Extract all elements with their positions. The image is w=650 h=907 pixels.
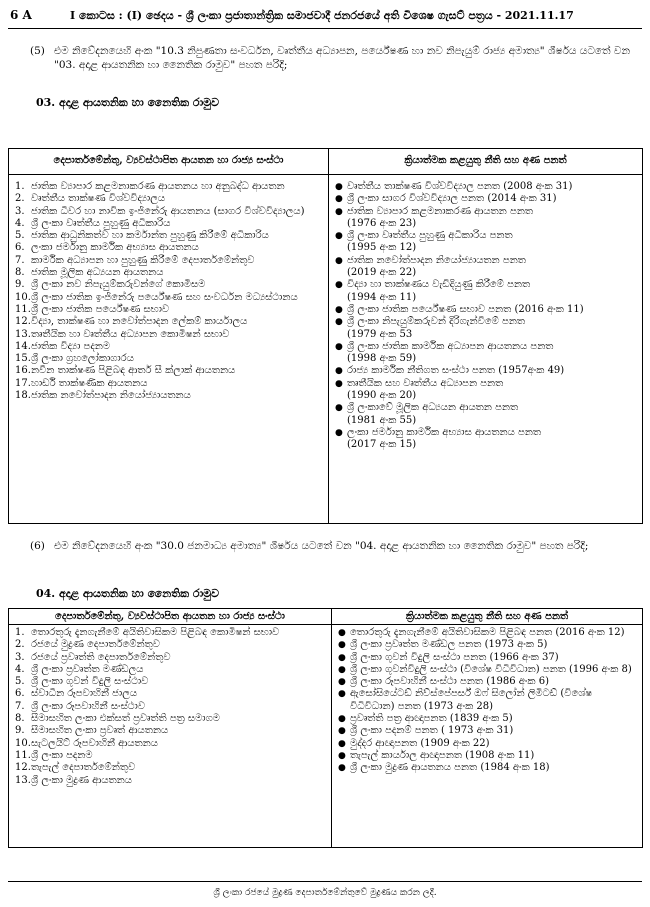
item-number: 4. [15, 217, 25, 229]
item-number: 11. [15, 303, 31, 315]
item-number: 14. [15, 340, 31, 352]
list-item [11, 639, 327, 651]
list-item [334, 664, 638, 676]
list-item [11, 242, 324, 254]
item-number: 6. [15, 242, 25, 254]
bullet-icon: ● [338, 640, 346, 651]
act-title: ශ්‍රී ලංකා පදනම් පනත ( 1973 අංක 31) [350, 725, 514, 737]
list-item [331, 193, 638, 205]
item-number: 9. [15, 279, 25, 291]
list-item [11, 279, 324, 291]
item-number: 9. [15, 725, 25, 737]
list-item [331, 378, 638, 403]
list-item [11, 378, 324, 390]
item-text: ජාතික ආධුනිකත්ව හා කර්මාන්ත පුහුණු කිරීමේ අධිකාරිය [31, 230, 269, 242]
item-number: 5. [15, 676, 25, 688]
list-item [334, 688, 638, 713]
act-number: (1976 අංක 23) [347, 217, 417, 229]
item-number: 15. [15, 353, 31, 365]
item-text: ශ්‍රී ලංකා නව නිපැයුම්කරුවන්ගේ කොමිසම [31, 279, 206, 291]
list-item [11, 365, 324, 377]
item-number: 1. [15, 181, 25, 192]
item-text: ශ්‍රී ලංකා පදනම [31, 749, 93, 761]
header-rule [8, 28, 642, 29]
item-number: 3. [15, 651, 25, 663]
item-text: ජාතික මූලික අධ්‍යයන ආයතනය [31, 267, 164, 279]
item-text: ජාතික විද්‍යා පදනම [31, 340, 111, 352]
item-text: ශ්‍රී ලංකා ගුවන් විදුලි සංස්ථාව [31, 676, 149, 688]
section-2-institutions-cell [9, 625, 332, 848]
act-title: ශ්‍රී ලංකාවේ මූලික අධ්‍යයන ආයතන පනත [347, 402, 519, 414]
item-number: 13. [15, 774, 31, 786]
list-item [334, 725, 638, 737]
list-item [334, 713, 638, 725]
bullet-icon: ● [338, 714, 346, 725]
printer-footer: ශ්‍රී ලංකා රජයේ මුද්‍රණ දෙපාර්තමේන්තුවේ මුද්‍රණය කරන ලදී. [213, 888, 437, 898]
act-title: ජාතික ව්‍යාපාර කළමනාකරණ ආයතන පනත [347, 205, 533, 217]
section-1-table [8, 148, 643, 524]
paragraph-6-text: එම නිවේදනයෙහි අංක "30.0 ජනමාධ්‍ය අමාත්‍ය" ශීර්ෂය යටතේ වන "04. අදාළ ආයතනික හා නෛතික රාමුව" පහත පරිදි; [54, 540, 589, 552]
item-text: ශ්‍රී ලංකා ජාතික ඉංජිනේරු පර්යේෂණ සහ සංවර්ධන මධ්‍යස්ථානය [31, 291, 298, 303]
section-2-heading: 04. අදාළ ආයතනික හා නෛතික රාමුව [36, 587, 220, 600]
item-number: 2. [15, 193, 25, 205]
bullet-icon: ● [335, 194, 343, 205]
act-title: ශ්‍රී ලංකා ගුවන් විදුලි සංස්ථා පනත (1966 අංක 37) [350, 651, 559, 663]
section-1-col2-header: ක්‍රියාත්මක කළයුතු නීති සහ අණ පනත් [329, 149, 643, 175]
item-text: ශ්‍රී ලංකා වෘත්තීය පුහුණු අධිකාරිය [31, 217, 171, 229]
section-2-acts-cell [332, 625, 643, 848]
item-text: තොරතුරු දැනගැනීමේ අයිතිවාසිකම පිළිබඳ කොමිෂන් සභාව [31, 627, 280, 638]
bullet-icon: ● [335, 231, 343, 242]
act-number: (1995 අංක 12) [347, 242, 417, 254]
act-title: විද්‍යා හා තාක්ෂණය වැඩිදියුණු කිරීමේ පනත [347, 279, 531, 291]
act-number: (1998 අංක 59) [347, 353, 417, 365]
item-number: 11. [15, 749, 31, 761]
item-text: ශ්‍රී ලංකා මුද්‍රණ ආයතනය [31, 774, 132, 786]
item-number: 7. [15, 700, 25, 712]
item-text: ජාතික ධීවර හා නාවික ඉංජිනේරු ආයතනය (සාගර විශ්වවිද්‍යාලය) [31, 205, 305, 217]
act-title: තොරතුරු දැනගැනීමේ අයිතිවාසිකම පිළිබඳ පනත (2016 අංක 12) [350, 627, 625, 638]
item-text: තෘතීයික හා වෘත්තීය අධ්‍යාපන කොමිෂන් සභාව [31, 328, 230, 340]
item-number: 18. [15, 390, 31, 402]
list-item [334, 676, 638, 688]
item-text: හාර්ඩි තාක්ෂණික ආයතනය [31, 377, 148, 389]
list-item [11, 329, 324, 341]
act-title: ශ්‍රී ලංකා ගුවන්විදුලි සංස්ථා (විශේෂ විධිවිධාන) පනත (1996 අංක 8) [350, 663, 632, 675]
item-text: ශ්‍රී ලංකා ජාතික පර්යේෂණ සභාව [31, 303, 170, 315]
bullet-icon: ● [338, 628, 346, 638]
item-text: ස්වාධීන රූපවාහිනී ජාලය [31, 688, 138, 700]
list-item [11, 267, 324, 279]
list-item [11, 230, 324, 242]
section-1-institution-list [11, 181, 324, 402]
section-2-table [8, 608, 643, 848]
footer-rule [8, 881, 642, 882]
act-number: (2019 අංක 22) [347, 267, 417, 279]
list-item [11, 762, 327, 774]
item-text: රජයේ ප්‍රවෘත්ති දෙපාර්තමේන්තුව [31, 651, 171, 663]
list-item [11, 713, 327, 725]
act-title: රාජ්‍ය කාර්මික නීතිගත සංස්ථා පනත (1957අංක 49) [347, 365, 565, 377]
bullet-icon: ● [335, 182, 343, 192]
item-number: 7. [15, 254, 25, 266]
list-item [331, 279, 638, 304]
bullet-icon: ● [338, 689, 346, 700]
list-item [331, 316, 638, 341]
list-item [11, 181, 324, 193]
item-number: 17. [15, 377, 31, 389]
section-2-act-list [334, 627, 638, 775]
item-number: 16. [15, 365, 31, 377]
act-title: ශ්‍රී ලංකා සාගර විශ්වවිද්‍යාල පනත (2014 අංක 31) [347, 193, 557, 205]
bullet-icon: ● [338, 664, 346, 675]
section-1-act-list [331, 181, 638, 452]
list-item [11, 725, 327, 737]
list-item [331, 255, 638, 280]
item-text: සැටලයිට් රූපවාහිනී ආයතනය [31, 737, 158, 749]
item-text: විද්‍යා, තාක්ෂණ හා නවෝත්පාදන ලේකම් කාර්යාලය [31, 316, 248, 328]
list-item [11, 341, 324, 353]
paragraph-5-text: එම නිවේදනයෙහි අංක "10.3 නිපුණතා සංවර්ධන, වෘත්තීය අධ්‍යාපන, පර්යේෂණ හා නව නිපැයුම් රාජ්‍ය අමාත්‍ය" ශීර්ෂය යටතේ වන "03. අදාළ ආයතනික හා නෛතික රාමුව" පහත පරිදි; [54, 45, 630, 71]
list-item [334, 750, 638, 762]
paragraph-6-marker: (6) [30, 540, 45, 552]
item-text: වෘත්තීය තාක්ෂණ විශ්වවිද්‍යාලය [31, 193, 166, 205]
list-item [334, 639, 638, 651]
section-2-col2-header: ක්‍රියාත්මක කළයුතු නීති සහ අණ පනත් [332, 609, 643, 625]
gazette-title: I කොටස : (I) ඡෙදය - ශ්‍රී ලංකා ප්‍රජාතාන්ත්‍රික සමාජවාදී ජනරජයේ අති විශෙෂ ගැසට් පත්‍රය - 2021.11.17 [70, 9, 574, 22]
list-item [11, 664, 327, 676]
act-title: ශ්‍රී ලංකා නිපැයුම්කරුවන් දිරිගැන්වීමේ පනත [347, 316, 526, 328]
bullet-icon: ● [335, 280, 343, 291]
list-item [331, 427, 638, 452]
item-number: 3. [15, 205, 25, 217]
act-title: ශ්‍රී ලංකා වෘත්තීය පුහුණු අධිකාරිය පනත [347, 230, 513, 242]
item-number: 13. [15, 328, 31, 340]
act-number: (1994 අංක 11) [347, 291, 417, 303]
list-item [331, 206, 638, 231]
act-title: තැපැල් කාර්යාල ආඥාපනත (1908 අංක 11) [350, 749, 535, 761]
list-item [331, 365, 638, 377]
act-title: තෘතීයික සහ වෘත්තීය අධ්‍යාපන පනත [347, 377, 504, 389]
act-title: ශ්‍රී ලංකා ප්‍රවෘත්ත මණ්ඩල පනත (1973 අංක 5) [350, 639, 548, 651]
section-2-institution-list [11, 627, 327, 787]
list-item [11, 688, 327, 700]
paragraph-5 [30, 44, 634, 72]
section-1-acts-cell [329, 175, 643, 524]
item-number: 12. [15, 316, 31, 328]
bullet-icon: ● [335, 317, 343, 328]
bullet-icon: ● [335, 206, 343, 217]
act-title: මුද්දර ආඥාපනත (1909 අංක 22) [350, 737, 490, 749]
section-1-heading: 03. අදාළ ආයතනික හා නෛතික රාමුව [36, 96, 220, 109]
act-title: ඇසෝසියේටඩ් නිව්ස්පේපර්ස් ඔෆ් සිලෝන් ලිමිටඩ් (විශේෂ විධිවිධාන) පනත (1973 අංක 28) [350, 688, 593, 712]
section-1-col1-header: දෙපාර්තමේන්තු, ව්‍යවස්ථාපිත ආයතන හා රාජ්‍ය සංස්ථා [9, 149, 329, 175]
item-number: 1. [15, 627, 25, 638]
bullet-icon: ● [335, 304, 343, 315]
bullet-icon: ● [335, 403, 343, 414]
list-item [11, 255, 324, 267]
item-number: 10. [15, 737, 31, 749]
page-header [8, 6, 642, 26]
list-item [11, 206, 324, 218]
item-number: 12. [15, 762, 31, 774]
item-number: 8. [15, 713, 25, 725]
act-number: (1990 අංක 20) [347, 390, 417, 402]
bullet-icon: ● [338, 750, 346, 761]
section-2-col1-header: දෙපාර්තමේන්තු, ව්‍යවස්ථාපිත ආයතන හා රාජ්‍ය සංස්ථා [9, 609, 332, 625]
list-item [11, 353, 324, 365]
item-text: ජාතික ව්‍යාපාර කළමනාකරණ ආයතනය හා අනුබද්ධ ආයතන [31, 181, 285, 192]
act-title: ශ්‍රී ලංකා රූපවාහිනී සංස්ථා පනත (1986 අංක 6) [350, 676, 549, 688]
list-item [331, 230, 638, 255]
item-text: රජයේ මුද්‍රණ දෙපාර්තමේන්තුව [31, 639, 160, 651]
item-number: 10. [15, 291, 31, 303]
bullet-icon: ● [338, 726, 346, 737]
list-item [11, 292, 324, 304]
list-item [334, 762, 638, 774]
list-item [11, 775, 327, 787]
bullet-icon: ● [335, 427, 343, 438]
bullet-icon: ● [338, 738, 346, 749]
item-number: 5. [15, 230, 25, 242]
bullet-icon: ● [338, 763, 346, 774]
list-item [334, 627, 638, 639]
act-title: ලංකා ජර්මානු කාර්මික අභ්‍යාස ආයතනය පනත [347, 426, 541, 438]
act-title: ජාතික නවෝත්පාදන නියෝජ්‍යායතන පනත [347, 254, 526, 266]
bullet-icon: ● [335, 366, 343, 377]
list-item [331, 341, 638, 366]
paragraph-6 [30, 539, 634, 553]
bullet-icon: ● [335, 341, 343, 352]
item-text: කාර්මික අධ්‍යාපන හා පුහුණු කිරීමේ දෙපාර්තමේන්තුව [31, 254, 255, 266]
list-item [11, 193, 324, 205]
act-number: (2017 අංක 15) [347, 439, 417, 451]
act-title: ප්‍රවෘත්ති පත්‍ර ආඥාපනත (1839 අංක 5) [350, 713, 513, 725]
item-text: ශ්‍රී ලංකා රූපවාහිනී සංස්ථාව [31, 700, 146, 712]
act-title: වෘත්තීය තාක්ෂණ විශ්වවිද්‍යාල පනත (2008 අංක 31) [347, 181, 573, 192]
list-item [334, 652, 638, 664]
bullet-icon: ● [335, 255, 343, 266]
bullet-icon: ● [338, 652, 346, 663]
act-number: (1981 අංක 55) [347, 414, 417, 426]
list-item [11, 676, 327, 688]
item-text: නවීන තාක්ෂණ පිළිබඳ ආතර් සී ක්ලාක් ආයතනය [31, 365, 236, 377]
section-1-institutions-cell [9, 175, 329, 524]
paragraph-5-marker: (5) [30, 45, 45, 57]
list-item [11, 218, 324, 230]
item-text: ජාතික නවෝත්පාදන නියෝජ්‍යායතනය [31, 390, 191, 402]
act-number: (1979 අංක 53 [347, 328, 413, 340]
item-number: 4. [15, 663, 25, 675]
page-number: 6 A [10, 8, 32, 22]
act-title: ශ්‍රී ලංකා ජාතික කාර්මික අධ්‍යාපන ආයතනය පනත [347, 340, 554, 352]
item-number: 6. [15, 688, 25, 700]
item-text: ශ්‍රී ලංකා ප්‍රවෘත්ත මණ්ඩලය [31, 663, 144, 675]
list-item [11, 627, 327, 639]
act-title: ශ්‍රී ලංකා ජාතික පර්යේෂණ සභාව පනත (2016 අංක 11) [347, 303, 584, 315]
item-number: 8. [15, 267, 25, 279]
list-item [11, 304, 324, 316]
bullet-icon: ● [338, 677, 346, 688]
item-text: තැපැල් දෙපාර්තමේන්තුව [31, 762, 136, 774]
list-item [11, 390, 324, 402]
list-item [331, 402, 638, 427]
item-text: ශ්‍රී ලංකා ග්‍රහලෝකාගාරය [31, 353, 134, 365]
list-item [11, 701, 327, 713]
act-title: ශ්‍රී ලංකා මුද්‍රණ ආයතනය පනත (1984 අංක 18) [350, 762, 550, 774]
item-text: ලංකා ජර්මානු කාර්මික අභ්‍යාස ආයතනය [31, 242, 199, 254]
item-text: සීමාසහිත ලංකා ප්‍රවෘත් ආයතනය [31, 725, 169, 737]
list-item [11, 750, 327, 762]
bullet-icon: ● [335, 378, 343, 389]
list-item [11, 316, 324, 328]
list-item [331, 304, 638, 316]
item-number: 2. [15, 639, 25, 651]
list-item [11, 652, 327, 664]
list-item [334, 738, 638, 750]
item-text: සීමාසහිත ලංකා එක්සත් ප්‍රවෘත්ති පත්‍ර සමාගම [31, 713, 220, 725]
list-item [11, 738, 327, 750]
list-item [331, 181, 638, 193]
